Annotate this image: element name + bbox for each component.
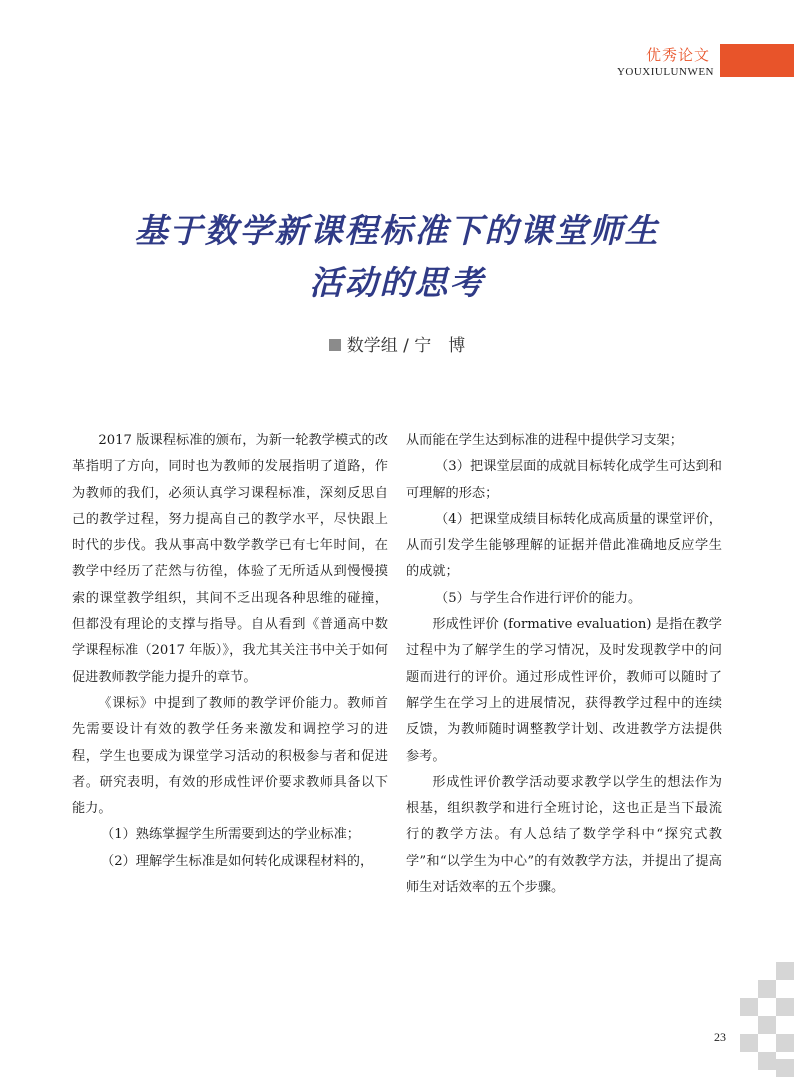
- body-column-right: [406, 428, 722, 901]
- paragraph: 形成性评价教学活动要求教学以学生的想法作为根基，组织教学和进行全班讨论，这也正是当下最流行的教学方法。有人总结了数学学科中“探究式教学”和“以学生为中心”的有效教学方法，并提出了提高师生对话效率的五个步骤。: [406, 774, 722, 896]
- square-bullet-icon: [329, 339, 341, 351]
- body-column-left: [72, 428, 388, 875]
- list-item: （4）把课堂成绩目标转化成高质量的课堂评价，从而引发学生能够理解的证据并借此准确地反应学生的成就；: [406, 511, 722, 580]
- list-item: （1）熟练掌握学生所需要到达的学业标准；: [101, 827, 360, 843]
- section-pinyin: YOUXIULUNWEN: [616, 66, 714, 78]
- author-line: [0, 331, 794, 356]
- article-title-line-1: 基于数学新课程标准下的课堂师生: [134, 211, 660, 250]
- list-item: （2）理解学生标准是如何转化成课程材料的，: [101, 853, 374, 869]
- author-name: 数学组 / 宁 博: [346, 336, 466, 356]
- list-item: （5）与学生合作进行评价的能力。: [435, 590, 642, 606]
- paragraph: 形成性评价 (formative evaluation) 是指在教学过程中为了解学生的学习情况，及时发现教学中的问题而进行的评价。通过形成性评价，教师可以随时了解学生在学习上的进展情况，获得教学过程中的连续反馈，为教师随时调整教学计划、改进教学方法提供参考。: [406, 617, 722, 764]
- section-title: 优秀论文: [645, 46, 710, 64]
- list-item: （3）把课堂层面的成就目标转化成学生可达到和可理解的形态；: [406, 459, 722, 501]
- paragraph-continuation: 从而能在学生达到标准的进程中提供学习支架；: [406, 433, 683, 448]
- page-number: 23: [714, 1030, 726, 1044]
- article-title-line-2: 活动的思考: [309, 263, 485, 302]
- paragraph: 《课标》中提到了教师的教学评价能力。教师首先需要设计有效的教学任务来激发和调控学习的进程，学生也要成为课堂学习活动的积极参与者和促进者。研究表明，有效的形成性评价要求教师具备以下能力。: [72, 695, 388, 817]
- paragraph: 2017 版课程标准的颁布，为新一轮教学模式的改革指明了方向，同时也为教师的发展指明了道路，作为教师的我们，必须认真学习课程标准，深刻反思自己的教学过程，努力提高自己的教学水平，尽快跟上时代的步伐。我从事高中数学教学已有七年时间，在教学中经历了茫然与彷徨，体验了无所适从到慢慢摸索的课堂教学组织，其间不乏出现各种思维的碰撞，但都没有理论的支撑与指导。自从看到《普通高中数学课程标准（2017 年版）》，我尤其关注书中关于如何促进教师教学能力提升的章节。: [72, 433, 388, 685]
- header-accent-bar: [720, 44, 794, 77]
- article-title: [0, 205, 794, 309]
